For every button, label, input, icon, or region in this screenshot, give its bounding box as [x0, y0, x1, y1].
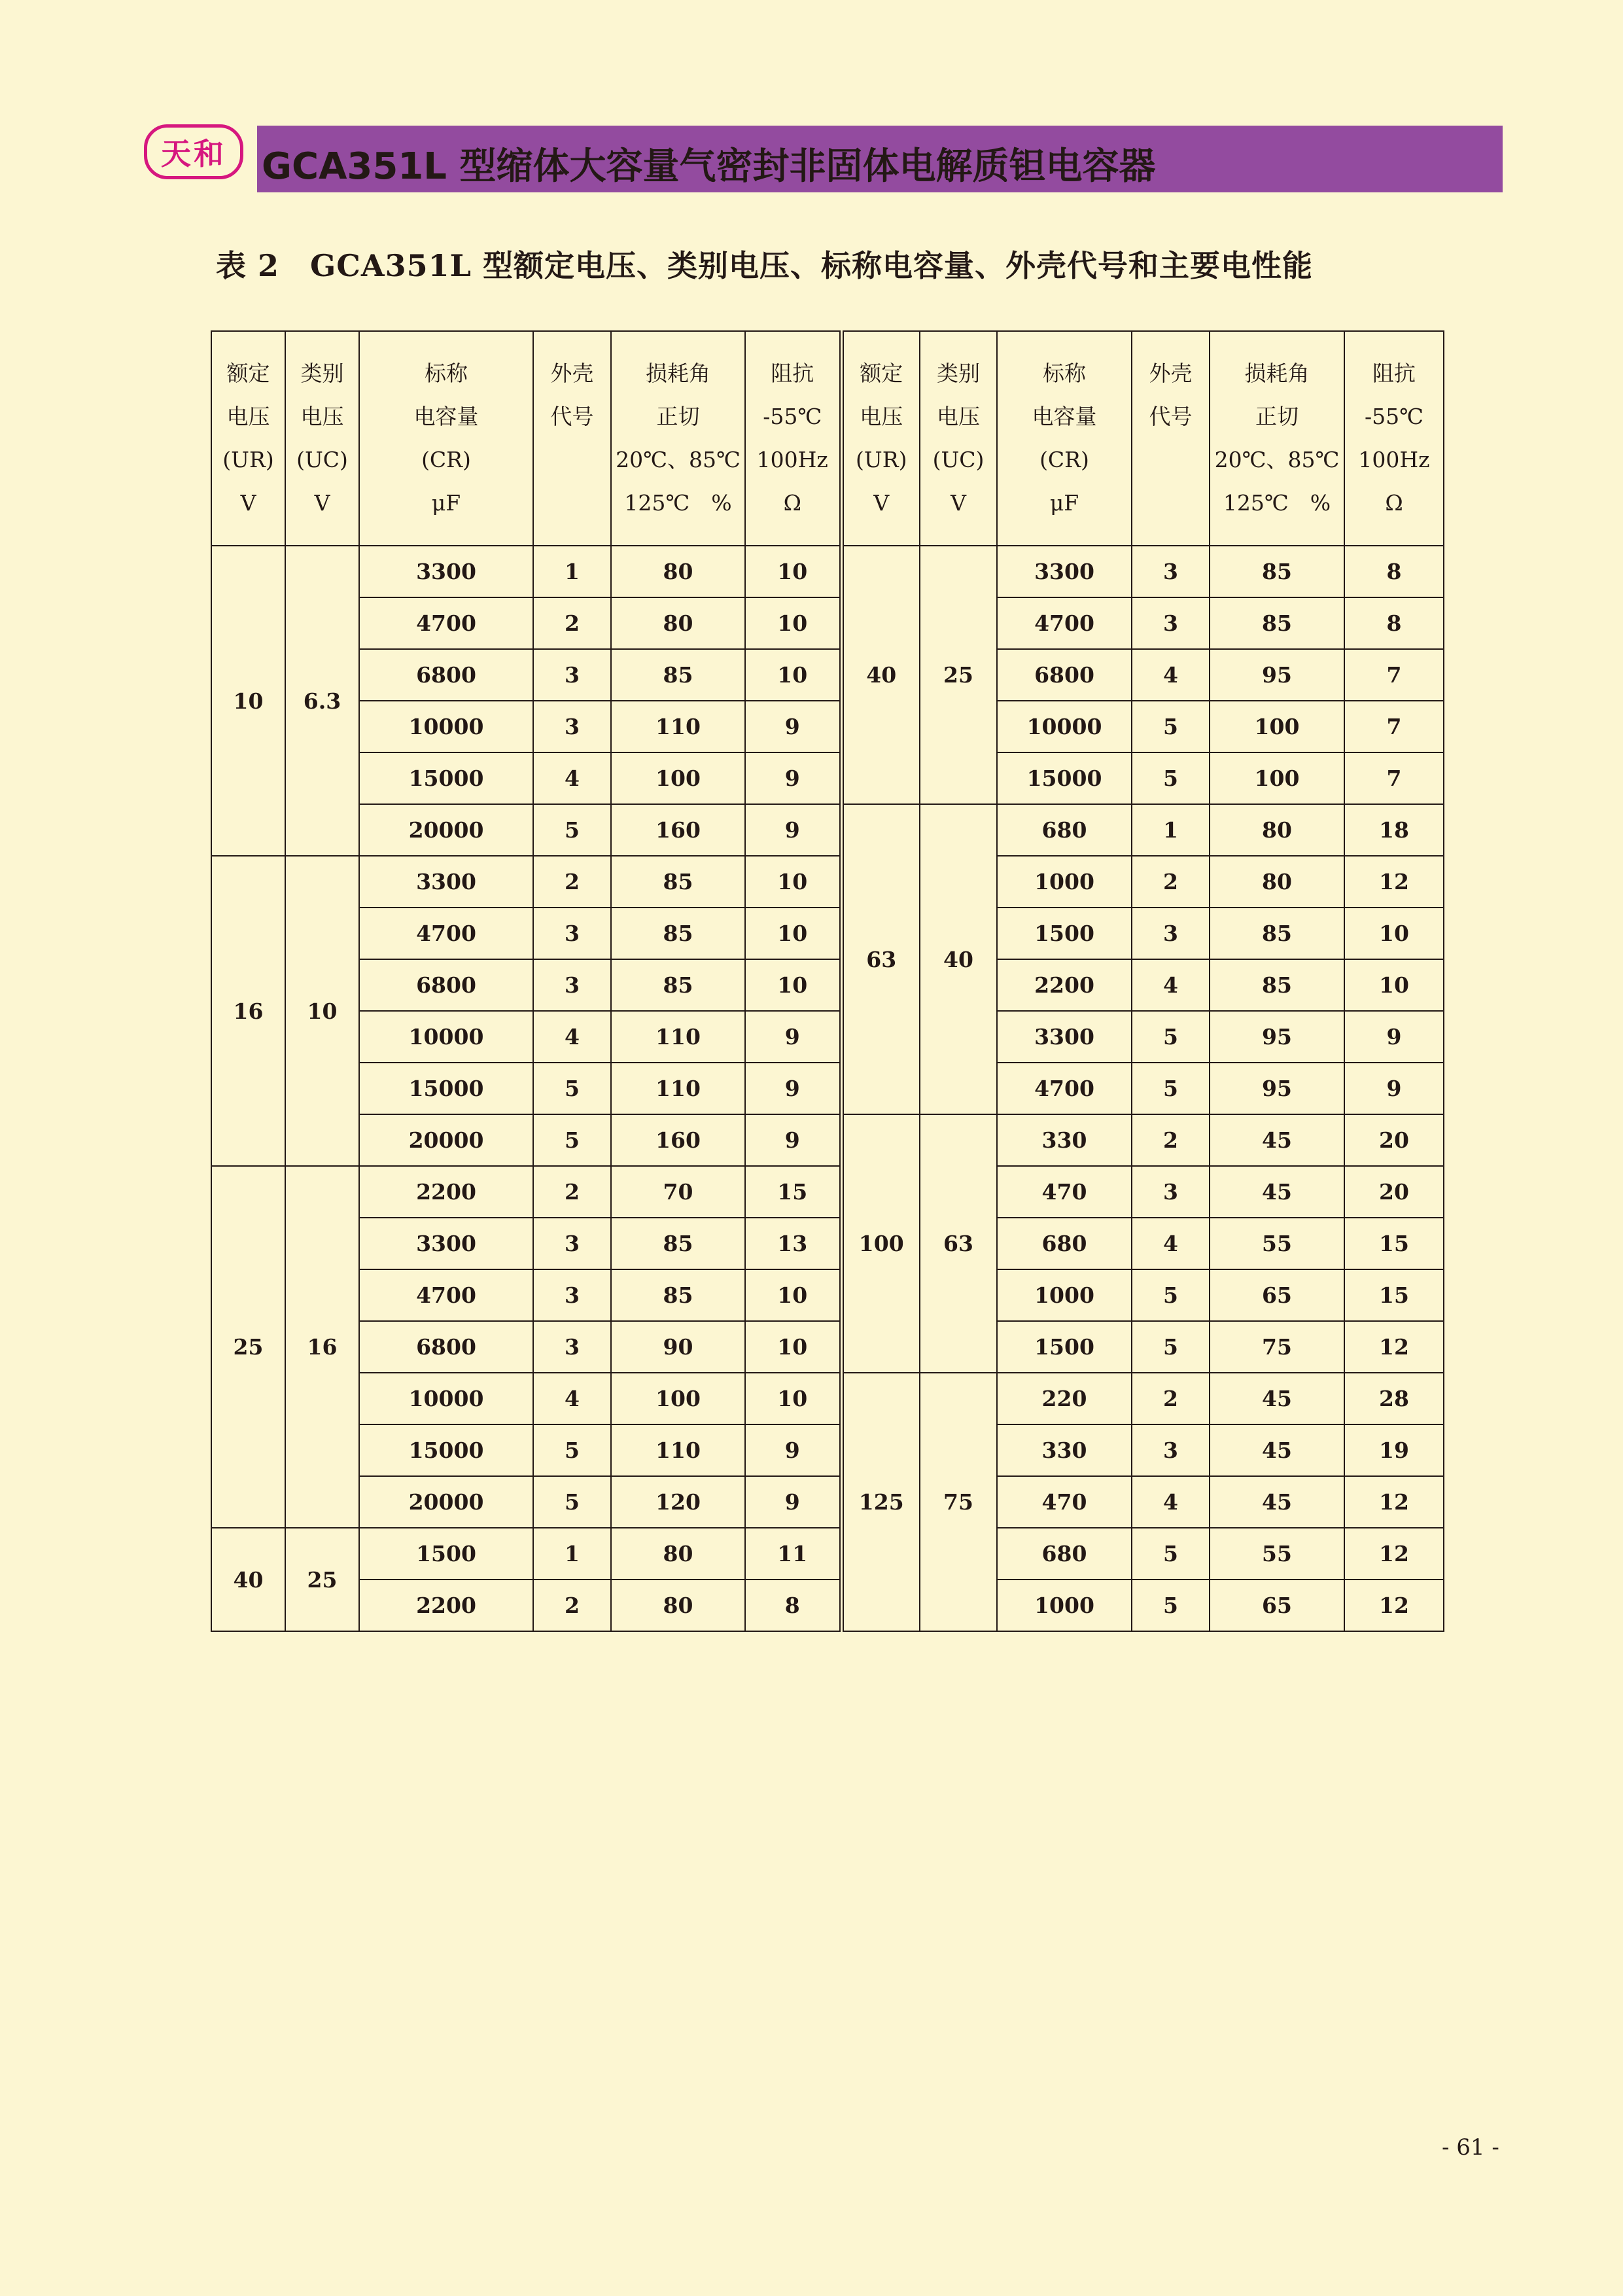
dissipation-cell: 85 — [611, 908, 745, 959]
case-code-cell: 5 — [1132, 752, 1210, 804]
header-line: 正切 — [1255, 404, 1299, 429]
category-voltage-cell: 25 — [920, 546, 997, 804]
table-body — [211, 546, 1444, 1631]
category-voltage-cell: 10 — [285, 856, 359, 1166]
header-category-voltage — [285, 331, 359, 546]
table-row — [211, 1528, 1444, 1580]
impedance-cell: 9 — [745, 752, 841, 804]
dissipation-cell: 65 — [1210, 1269, 1344, 1321]
header-line: 125℃ % — [624, 490, 732, 516]
header-bar — [257, 126, 1503, 192]
dissipation-cell: 90 — [611, 1321, 745, 1373]
header-line: (UC) — [296, 447, 348, 472]
case-code-cell: 2 — [1132, 856, 1210, 908]
dissipation-cell: 55 — [1210, 1218, 1344, 1269]
header-line: 阻抗 — [1372, 361, 1416, 386]
table-row — [211, 1166, 1444, 1218]
header-line: 损耗角 — [1244, 361, 1310, 386]
dissipation-cell: 95 — [1210, 1011, 1344, 1063]
header-category-voltage — [920, 331, 997, 546]
table-row — [211, 1321, 1444, 1373]
header-impedance — [1344, 331, 1444, 546]
rated-voltage-cell: 40 — [211, 1528, 285, 1631]
capacitance-cell: 470 — [997, 1476, 1132, 1528]
capacitance-cell: 6800 — [359, 959, 533, 1011]
capacitance-cell: 6800 — [359, 649, 533, 701]
header-line: μF — [1049, 490, 1079, 516]
impedance-cell: 10 — [745, 1269, 841, 1321]
table-row — [211, 1476, 1444, 1528]
category-voltage-cell: 63 — [920, 1114, 997, 1373]
header-line: (UC) — [932, 447, 985, 472]
dissipation-cell: 80 — [611, 1580, 745, 1631]
impedance-cell: 7 — [1344, 701, 1444, 752]
impedance-cell: 8 — [1344, 546, 1444, 597]
case-code-cell: 4 — [1132, 649, 1210, 701]
header-line: (UR) — [222, 447, 274, 472]
header-line: 标称 — [425, 361, 468, 386]
capacitance-cell: 10000 — [359, 1011, 533, 1063]
dissipation-cell: 80 — [611, 1528, 745, 1580]
header-line: 额定 — [226, 361, 270, 386]
capacitance-cell: 4700 — [359, 908, 533, 959]
header-line — [534, 438, 610, 482]
dissipation-cell: 100 — [611, 1373, 745, 1424]
capacitance-cell: 680 — [997, 1218, 1132, 1269]
case-code-cell: 5 — [1132, 1063, 1210, 1114]
case-code-cell: 2 — [533, 1166, 611, 1218]
table-row — [211, 1218, 1444, 1269]
dissipation-cell: 85 — [611, 1218, 745, 1269]
header-line: 标称 — [1043, 361, 1086, 386]
header-line: 电压 — [937, 404, 980, 429]
impedance-cell: 12 — [1344, 1321, 1444, 1373]
header-line: 类别 — [300, 361, 344, 386]
header-line: V — [314, 490, 330, 516]
category-voltage-cell: 40 — [920, 804, 997, 1114]
capacitance-cell: 3300 — [359, 1218, 533, 1269]
table-row — [211, 1269, 1444, 1321]
header-line: 外壳 — [550, 361, 594, 386]
capacitance-cell: 1500 — [997, 1321, 1132, 1373]
dissipation-cell: 55 — [1210, 1528, 1344, 1580]
capacitance-cell: 3300 — [359, 856, 533, 908]
document-title: GCA351L 型缩体大容量气密封非固体电解质钽电容器 — [262, 145, 1156, 188]
dissipation-cell: 45 — [1210, 1424, 1344, 1476]
case-code-cell: 3 — [533, 1218, 611, 1269]
table-row — [211, 1063, 1444, 1114]
dissipation-cell: 85 — [1210, 959, 1344, 1011]
capacitance-cell: 10000 — [359, 701, 533, 752]
header-line: -55℃ — [1364, 404, 1424, 429]
dissipation-cell: 80 — [611, 597, 745, 649]
header-dissipation-factor — [1210, 331, 1344, 546]
case-code-cell: 1 — [533, 546, 611, 597]
case-code-cell: 4 — [1132, 1476, 1210, 1528]
impedance-cell: 15 — [745, 1166, 841, 1218]
dissipation-cell: 85 — [611, 959, 745, 1011]
table-row — [211, 1580, 1444, 1631]
table-row — [211, 1424, 1444, 1476]
case-code-cell: 3 — [1132, 597, 1210, 649]
case-code-cell: 3 — [533, 959, 611, 1011]
header-line: 代号 — [550, 404, 594, 429]
table-header-row — [211, 331, 1444, 546]
header-line: V — [951, 490, 966, 516]
table-row — [211, 1011, 1444, 1063]
table-row — [211, 546, 1444, 597]
capacitance-cell: 15000 — [997, 752, 1132, 804]
case-code-cell: 5 — [1132, 1011, 1210, 1063]
dissipation-cell: 45 — [1210, 1476, 1344, 1528]
case-code-cell: 5 — [533, 1424, 611, 1476]
impedance-cell: 9 — [1344, 1011, 1444, 1063]
impedance-cell: 10 — [745, 597, 841, 649]
capacitance-cell: 1500 — [359, 1528, 533, 1580]
case-code-cell: 3 — [1132, 546, 1210, 597]
capacitance-cell: 470 — [997, 1166, 1132, 1218]
case-code-cell: 5 — [1132, 1321, 1210, 1373]
dissipation-cell: 70 — [611, 1166, 745, 1218]
table-row — [211, 1114, 1444, 1166]
capacitance-cell: 1000 — [997, 1580, 1132, 1631]
header-line: 额定 — [860, 361, 903, 386]
capacitance-cell: 20000 — [359, 804, 533, 856]
case-code-cell: 3 — [533, 701, 611, 752]
case-code-cell: 5 — [533, 1476, 611, 1528]
capacitance-cell: 330 — [997, 1424, 1132, 1476]
dissipation-cell: 85 — [611, 649, 745, 701]
capacitance-cell: 2200 — [359, 1166, 533, 1218]
capacitance-cell: 15000 — [359, 752, 533, 804]
dissipation-cell: 75 — [1210, 1321, 1344, 1373]
dissipation-cell: 80 — [611, 546, 745, 597]
capacitance-cell: 3300 — [997, 1011, 1132, 1063]
header-line: (UR) — [856, 447, 907, 472]
rated-voltage-cell: 125 — [841, 1373, 920, 1631]
impedance-cell: 12 — [1344, 856, 1444, 908]
header-line: μF — [431, 490, 461, 516]
table-row — [211, 701, 1444, 752]
capacitance-cell: 10000 — [359, 1373, 533, 1424]
capacitance-cell: 4700 — [359, 1269, 533, 1321]
case-code-cell: 3 — [533, 908, 611, 959]
impedance-cell: 9 — [745, 1424, 841, 1476]
header-line: (CR) — [1039, 447, 1089, 472]
rated-voltage-cell: 10 — [211, 546, 285, 856]
case-code-cell: 4 — [1132, 1218, 1210, 1269]
capacitance-cell: 1000 — [997, 856, 1132, 908]
category-voltage-cell: 6.3 — [285, 546, 359, 856]
case-code-cell: 5 — [1132, 1528, 1210, 1580]
table-row — [211, 959, 1444, 1011]
impedance-cell: 10 — [1344, 959, 1444, 1011]
header-line: (CR) — [421, 447, 471, 472]
capacitance-cell: 3300 — [997, 546, 1132, 597]
header-line: 20℃、85℃ — [616, 447, 741, 472]
case-code-cell: 2 — [1132, 1114, 1210, 1166]
case-code-cell: 3 — [1132, 1424, 1210, 1476]
dissipation-cell: 85 — [611, 856, 745, 908]
rated-voltage-cell: 25 — [211, 1166, 285, 1528]
rated-voltage-cell: 40 — [841, 546, 920, 804]
dissipation-cell: 65 — [1210, 1580, 1344, 1631]
capacitance-cell: 20000 — [359, 1114, 533, 1166]
header-case-code — [533, 331, 611, 546]
case-code-cell: 5 — [533, 1114, 611, 1166]
table-title: 表 2 GCA351L 型额定电压、类别电压、标称电容量、外壳代号和主要电性能 — [216, 248, 1313, 283]
capacitance-cell: 10000 — [997, 701, 1132, 752]
impedance-cell: 11 — [745, 1528, 841, 1580]
impedance-cell: 28 — [1344, 1373, 1444, 1424]
case-code-cell: 1 — [533, 1528, 611, 1580]
header-line: 损耗角 — [646, 361, 710, 386]
header-line: 电压 — [300, 404, 344, 429]
case-code-cell: 1 — [1132, 804, 1210, 856]
category-voltage-cell: 25 — [285, 1528, 359, 1631]
case-code-cell: 4 — [533, 752, 611, 804]
dissipation-cell: 45 — [1210, 1373, 1344, 1424]
header-line: 代号 — [1149, 404, 1193, 429]
impedance-cell: 12 — [1344, 1476, 1444, 1528]
capacitance-cell: 6800 — [997, 649, 1132, 701]
case-code-cell: 4 — [533, 1011, 611, 1063]
case-code-cell: 5 — [1132, 701, 1210, 752]
dissipation-cell: 80 — [1210, 804, 1344, 856]
header-case-code — [1132, 331, 1210, 546]
table-row — [211, 597, 1444, 649]
header-line: 125℃ % — [1223, 490, 1331, 516]
dissipation-cell: 110 — [611, 1063, 745, 1114]
impedance-cell: 9 — [745, 1011, 841, 1063]
impedance-cell: 12 — [1344, 1580, 1444, 1631]
case-code-cell: 5 — [533, 1063, 611, 1114]
impedance-cell: 10 — [745, 546, 841, 597]
header-line: 阻抗 — [771, 361, 814, 386]
dissipation-cell: 110 — [611, 1011, 745, 1063]
header-line: -55℃ — [763, 404, 822, 429]
capacitance-cell: 15000 — [359, 1424, 533, 1476]
header-line: V — [873, 490, 890, 516]
impedance-cell: 10 — [745, 649, 841, 701]
header-line — [1132, 482, 1209, 525]
dissipation-cell: 95 — [1210, 649, 1344, 701]
dissipation-cell: 85 — [1210, 597, 1344, 649]
header-line: 类别 — [937, 361, 980, 386]
header-line: 正切 — [656, 404, 700, 429]
capacitance-cell: 6800 — [359, 1321, 533, 1373]
impedance-cell: 19 — [1344, 1424, 1444, 1476]
case-code-cell: 2 — [533, 597, 611, 649]
rated-voltage-cell: 16 — [211, 856, 285, 1166]
category-voltage-cell: 75 — [920, 1373, 997, 1631]
dissipation-cell: 45 — [1210, 1166, 1344, 1218]
header-line — [534, 482, 610, 525]
impedance-cell: 15 — [1344, 1269, 1444, 1321]
header-rated-voltage — [211, 331, 285, 546]
impedance-cell: 7 — [1344, 649, 1444, 701]
impedance-cell: 9 — [745, 804, 841, 856]
header-line: 电容量 — [413, 404, 479, 429]
dissipation-cell: 85 — [1210, 546, 1344, 597]
category-voltage-cell: 16 — [285, 1166, 359, 1528]
impedance-cell: 8 — [1344, 597, 1444, 649]
capacitor-spec-table — [211, 330, 1444, 1632]
header-line: Ω — [1385, 490, 1403, 516]
impedance-cell: 10 — [745, 1373, 841, 1424]
capacitance-cell: 680 — [997, 1528, 1132, 1580]
impedance-cell: 13 — [745, 1218, 841, 1269]
rated-voltage-cell: 100 — [841, 1114, 920, 1373]
impedance-cell: 9 — [745, 1063, 841, 1114]
dissipation-cell: 160 — [611, 1114, 745, 1166]
dissipation-cell: 100 — [1210, 752, 1344, 804]
table-row — [211, 856, 1444, 908]
header-line: Ω — [783, 490, 801, 516]
impedance-cell: 7 — [1344, 752, 1444, 804]
impedance-cell: 10 — [745, 856, 841, 908]
dissipation-cell: 100 — [611, 752, 745, 804]
case-code-cell: 5 — [533, 804, 611, 856]
impedance-cell: 20 — [1344, 1114, 1444, 1166]
capacitance-cell: 3300 — [359, 546, 533, 597]
impedance-cell: 9 — [1344, 1063, 1444, 1114]
brand-logo: 天和 — [144, 124, 243, 179]
header-line: 电压 — [226, 404, 270, 429]
dissipation-cell: 110 — [611, 1424, 745, 1476]
capacitance-cell: 680 — [997, 804, 1132, 856]
table-row — [211, 804, 1444, 856]
header-line: V — [240, 490, 256, 516]
table-row — [211, 649, 1444, 701]
capacitance-cell: 4700 — [997, 597, 1132, 649]
header-line: 外壳 — [1149, 361, 1193, 386]
header-line: 电压 — [860, 404, 903, 429]
impedance-cell: 10 — [1344, 908, 1444, 959]
dissipation-cell: 45 — [1210, 1114, 1344, 1166]
rated-voltage-cell: 63 — [841, 804, 920, 1114]
header-line: 20℃、85℃ — [1214, 447, 1340, 472]
case-code-cell: 2 — [533, 1580, 611, 1631]
capacitance-cell: 1500 — [997, 908, 1132, 959]
header-line: 电容量 — [1032, 404, 1097, 429]
dissipation-cell: 160 — [611, 804, 745, 856]
case-code-cell: 3 — [1132, 908, 1210, 959]
header-line: 100Hz — [756, 447, 828, 472]
case-code-cell: 4 — [1132, 959, 1210, 1011]
impedance-cell: 15 — [1344, 1218, 1444, 1269]
case-code-cell: 5 — [1132, 1269, 1210, 1321]
case-code-cell: 2 — [1132, 1373, 1210, 1424]
impedance-cell: 9 — [745, 1476, 841, 1528]
impedance-cell: 10 — [745, 908, 841, 959]
impedance-cell: 10 — [745, 1321, 841, 1373]
capacitance-cell: 4700 — [359, 597, 533, 649]
case-code-cell: 5 — [1132, 1580, 1210, 1631]
capacitance-cell: 15000 — [359, 1063, 533, 1114]
dissipation-cell: 120 — [611, 1476, 745, 1528]
dissipation-cell: 85 — [611, 1269, 745, 1321]
header-line: 100Hz — [1358, 447, 1430, 472]
dissipation-cell: 100 — [1210, 701, 1344, 752]
table-row — [211, 752, 1444, 804]
impedance-cell: 18 — [1344, 804, 1444, 856]
dissipation-cell: 85 — [1210, 908, 1344, 959]
header-rated-voltage — [841, 331, 920, 546]
table-row — [211, 1373, 1444, 1424]
capacitance-cell: 20000 — [359, 1476, 533, 1528]
capacitance-cell: 2200 — [997, 959, 1132, 1011]
impedance-cell: 8 — [745, 1580, 841, 1631]
header-dissipation-factor — [611, 331, 745, 546]
impedance-cell: 20 — [1344, 1166, 1444, 1218]
impedance-cell: 10 — [745, 959, 841, 1011]
capacitance-cell: 2200 — [359, 1580, 533, 1631]
case-code-cell: 3 — [533, 649, 611, 701]
capacitance-cell: 4700 — [997, 1063, 1132, 1114]
case-code-cell: 2 — [533, 856, 611, 908]
capacitance-cell: 330 — [997, 1114, 1132, 1166]
case-code-cell: 4 — [533, 1373, 611, 1424]
impedance-cell: 9 — [745, 1114, 841, 1166]
capacitance-cell: 220 — [997, 1373, 1132, 1424]
dissipation-cell: 95 — [1210, 1063, 1344, 1114]
header-nominal-capacitance — [997, 331, 1132, 546]
dissipation-cell: 80 — [1210, 856, 1344, 908]
case-code-cell: 3 — [533, 1321, 611, 1373]
case-code-cell: 3 — [1132, 1166, 1210, 1218]
table-row — [211, 908, 1444, 959]
page-number: - 61 - — [1442, 2134, 1499, 2161]
header-nominal-capacitance — [359, 331, 533, 546]
impedance-cell: 9 — [745, 701, 841, 752]
capacitance-cell: 1000 — [997, 1269, 1132, 1321]
impedance-cell: 12 — [1344, 1528, 1444, 1580]
case-code-cell: 3 — [533, 1269, 611, 1321]
header-impedance — [745, 331, 841, 546]
dissipation-cell: 110 — [611, 701, 745, 752]
header-line — [1132, 438, 1209, 482]
